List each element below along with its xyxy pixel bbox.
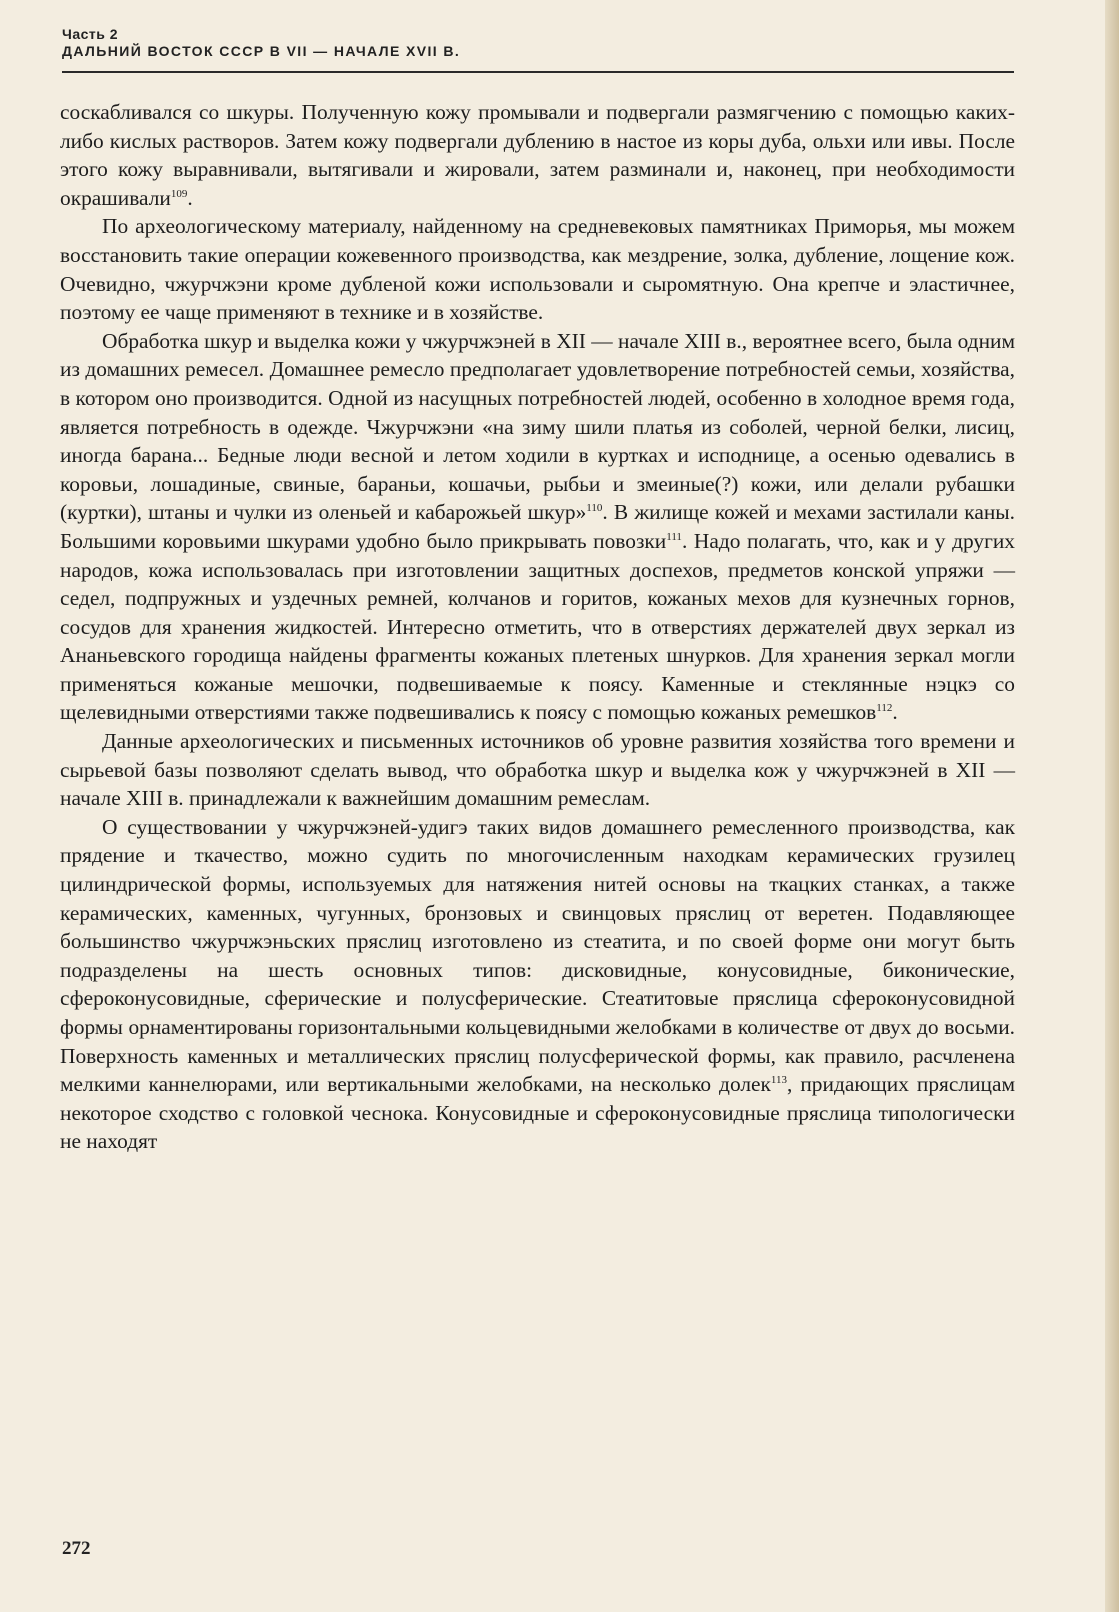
paragraph-text: По археологическому материалу, найденному на средневековых памятниках Приморья, мы можем восстановить такие операции кожевенного производства, как мездрение, золка, дубление, лощение кож. Очевидно, чжурчжэни кроме дубленой кожи использовали и сыромятную. Она крепче и эластичнее, поэтому ее чаще применяют в технике и в хозяйстве.	[60, 214, 1015, 325]
paragraph	[60, 727, 1015, 813]
paragraph-text: . Надо полагать, что, как и у других народов, кожа использовалась при изготовлении защитных доспехов, предметов конской упряжи — седел, подпружных и уздечных ремней, колчанов и горитов, кожаных мехов для кузнечных горнов, сосудов для хранения жидкостей. Интересно отметить, что в отверстиях держателей двух зеркал из Ананьевского городища найдены фрагменты кожаных плетеных шнурков. Для хранения зеркал могли применяться кожаные мешочки, подвешиваемые к поясу. Каменные и стеклянные нэцкэ со щелевидными отверстиями также подвешивались к поясу с помощью кожаных ремешков	[60, 528, 1015, 725]
footnote-ref: 109	[170, 187, 188, 200]
footnote-ref: 112	[876, 702, 893, 715]
paragraph-text: Данные археологических и письменных источников об уровне развития хозяйства того времени и сырьевой базы позволяют сделать вывод, что обработка шкур и выделка кож у чжурчжэней в XII — начале XIII в. принадлежали к важнейшим домашним ремеслам.	[60, 729, 1015, 811]
paragraph-text: , придающих пряслицам некоторое сходство с головкой чеснока. Конусовидные и сфероконусовидные пряслица типологически не находят	[60, 1072, 1015, 1154]
paragraph-text: .	[892, 700, 898, 725]
page-number: 272	[62, 1538, 91, 1559]
header-rule	[62, 71, 1014, 73]
page-edge	[1105, 0, 1119, 1612]
running-head	[62, 26, 1012, 60]
paragraph	[60, 212, 1015, 326]
body-text	[60, 98, 1015, 1156]
paragraph-text: О существовании у чжурчжэней-удигэ таких видов домашнего ремесленного производства, как прядение и ткачество, можно судить по многочисленным находкам керамических грузилец цилиндрической формы, используемых для натяжения нитей основы на ткацких станках, а также керамических, каменных, чугунных, бронзовых и свинцовых пряслиц от веретен. Подавляющее большинство чжурчжэньских пряслиц изготовлено из стеатита, и по своей форме они могут быть подразделены на шесть основных типов: дисковидные, конусовидные, биконические, сфероконусовидные, сферические и полусферические. Стеатитовые пряслица сфероконусовидной формы орнаментированы горизонтальными кольцевидными желобками в количестве от двух до восьми. Поверхность каменных и металлических пряслиц полусферической формы, как правило, расчленена мелкими каннелюрами, или вертикальными желобками, на несколько долек	[60, 814, 1015, 1097]
part-label: Часть 2	[62, 26, 119, 42]
footnote-ref: 111	[666, 530, 682, 543]
footnote-ref: 113	[770, 1074, 788, 1087]
section-title: ДАЛЬНИЙ ВОСТОК СССР В VII — НАЧАЛЕ XVII В.	[62, 43, 461, 59]
paragraph	[60, 98, 1015, 212]
paragraph-text: Обработка шкур и выделка кожи у чжурчжэней в XII — начале XIII в., вероятнее всего, была одним из домашних ремесел. Домашнее ремесло предполагает удовлетворение потребностей семьи, хозяйства, в котором оно производится. Одной из насущных потребностей людей, особенно в холодное время года, является потребность в одежде. Чжурчжэни «на зиму шили платья из соболей, черной белки, лисиц, иногда барана... Бедные люди весной и летом ходили в куртках и исподнице, а осенью одевались в коровьи, лошадиные, свиные, бараньи, кошачьи, рыбьи и змеиные(?) кожи, или делали рубашки (куртки), штаны и чулки из оленьей и кабарожьей шкур»	[60, 328, 1015, 525]
paragraph	[60, 327, 1015, 727]
paragraph-text: .	[187, 185, 193, 210]
paragraph	[60, 813, 1015, 1156]
paragraph-text: . В жилище кожей и мехами застилали каны. Большими коровьими шкурами удобно было прикрывать повозки	[60, 500, 1015, 553]
paragraph-text: соскабливался со шкуры. Полученную кожу промывали и подвергали размягчению с помощью каких-либо кислых растворов. Затем кожу подвергали дублению в настое из коры дуба, ольхи или ивы. После этого кожу выравнивали, вытягивали и жировали, затем разминали и, наконец, при необходимости окрашивали	[60, 100, 1015, 210]
footnote-ref: 110	[586, 502, 603, 515]
